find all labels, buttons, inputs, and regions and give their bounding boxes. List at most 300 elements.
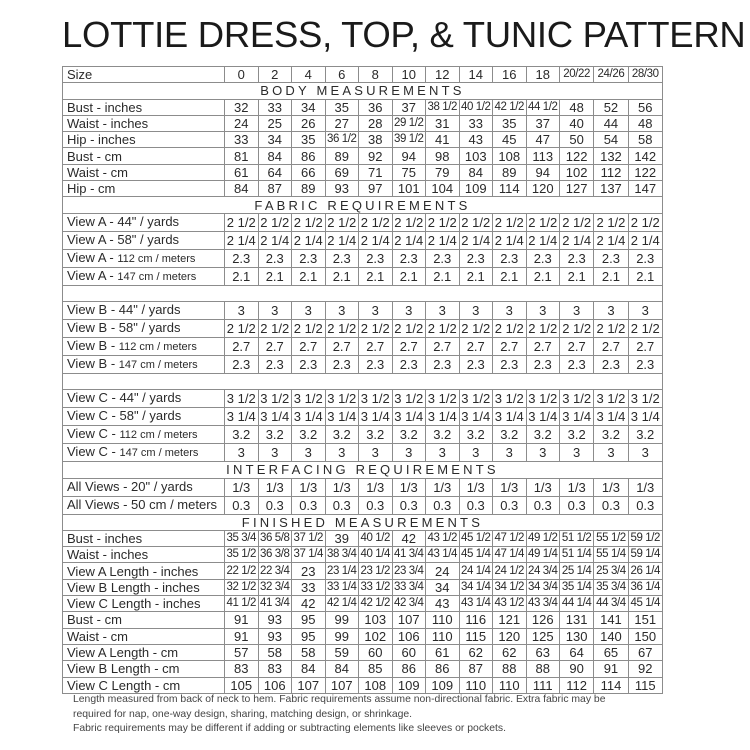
table-cell: 2 1/2: [594, 319, 628, 337]
table-cell: 31: [426, 115, 460, 131]
table-cell: 0.3: [426, 496, 460, 514]
table-cell: 0.3: [292, 496, 326, 514]
table-cell: 2.3: [392, 355, 426, 373]
table-cell: 32: [225, 99, 259, 115]
table-cell: 2.3: [325, 355, 359, 373]
table-cell: 3 1/4: [258, 408, 292, 426]
table-cell: 0.3: [325, 496, 359, 514]
table-cell: 3: [292, 444, 326, 462]
table-cell: 114: [594, 677, 628, 693]
table-cell: 2.7: [258, 337, 292, 355]
table-cell: 36: [359, 99, 393, 115]
row-label: [63, 426, 225, 444]
table-cell: 41 1/2: [225, 596, 259, 612]
table-cell: 2 1/2: [493, 319, 527, 337]
table-cell: 3 1/2: [392, 390, 426, 408]
table-cell: 35 1/4: [560, 579, 594, 595]
table-cell: 23 1/2: [359, 563, 393, 579]
table-cell: 2 1/2: [225, 213, 259, 231]
section-title: BODY MEASUREMENTS: [63, 83, 663, 99]
table-cell: 92: [359, 148, 393, 164]
table-cell: 3 1/2: [258, 390, 292, 408]
table-cell: 3: [258, 444, 292, 462]
row-label: [63, 267, 225, 285]
table-cell: 2 1/2: [459, 319, 493, 337]
row-label: [63, 478, 225, 496]
table-cell: 24 3/4: [526, 563, 560, 579]
table-cell: 87: [258, 181, 292, 197]
table-cell: 61: [225, 164, 259, 180]
table-row: [63, 249, 663, 267]
table-cell: 1/3: [426, 478, 460, 496]
table-cell: 2.1: [359, 267, 393, 285]
table-cell: 2.3: [594, 355, 628, 373]
table-cell: 3: [594, 301, 628, 319]
table-row: [63, 115, 663, 131]
size-header-cell: 4: [292, 67, 326, 83]
table-cell: 2.3: [426, 355, 460, 373]
table-cell: 55 1/4: [594, 547, 628, 563]
row-label: View C Length - inches: [63, 596, 225, 612]
table-cell: 35: [493, 115, 527, 131]
size-header-cell: 10: [392, 67, 426, 83]
table-cell: 114: [493, 181, 527, 197]
size-header-cell: 28/30: [628, 67, 662, 83]
table-cell: 3 1/2: [560, 390, 594, 408]
table-cell: 60: [392, 644, 426, 660]
table-cell: 35: [292, 132, 326, 148]
table-cell: 66: [292, 164, 326, 180]
table-cell: 3 1/2: [459, 390, 493, 408]
table-cell: 71: [359, 164, 393, 180]
table-cell: 2.3: [493, 249, 527, 267]
table-cell: 37: [392, 99, 426, 115]
size-header-cell: 24/26: [594, 67, 628, 83]
table-cell: 49 1/2: [526, 530, 560, 546]
section-title: FINISHED MEASUREMENTS: [63, 514, 663, 530]
section-fabric-requirements: [63, 197, 663, 213]
table-cell: 122: [560, 148, 594, 164]
table-cell: 93: [258, 612, 292, 628]
table-cell: 150: [628, 628, 662, 644]
table-cell: 2 1/2: [325, 213, 359, 231]
table-cell: 3 1/4: [325, 408, 359, 426]
table-cell: 29 1/2: [392, 115, 426, 131]
table-cell: 1/3: [459, 478, 493, 496]
table-cell: 110: [459, 677, 493, 693]
table-cell: 34 3/4: [526, 579, 560, 595]
table-cell: 115: [628, 677, 662, 693]
table-cell: 58: [258, 644, 292, 660]
table-cell: 99: [325, 612, 359, 628]
table-cell: 98: [426, 148, 460, 164]
table-cell: 64: [560, 644, 594, 660]
size-header-cell: 12: [426, 67, 460, 83]
row-label: [63, 355, 225, 373]
table-cell: 25: [258, 115, 292, 131]
table-cell: 3 1/2: [426, 390, 460, 408]
table-cell: 2 1/4: [493, 231, 527, 249]
table-cell: 50: [560, 132, 594, 148]
table-cell: 115: [459, 628, 493, 644]
table-cell: 33 1/4: [325, 579, 359, 595]
table-cell: 113: [526, 148, 560, 164]
table-cell: 3: [628, 301, 662, 319]
table-cell: 2 1/4: [560, 231, 594, 249]
table-cell: 40 1/2: [359, 530, 393, 546]
table-cell: 104: [426, 181, 460, 197]
table-cell: 58: [628, 132, 662, 148]
table-cell: 69: [325, 164, 359, 180]
table-row: [63, 444, 663, 462]
table-cell: 41 3/4: [392, 547, 426, 563]
table-cell: 87: [459, 661, 493, 677]
table-row: [63, 677, 663, 693]
table-cell: 110: [493, 677, 527, 693]
table-cell: 3: [560, 444, 594, 462]
table-cell: 2.3: [359, 249, 393, 267]
footnote-line: Fabric requirements may be different if adding or subtracting elements like sleeves or pockets.: [73, 723, 506, 735]
table-cell: 132: [594, 148, 628, 164]
table-cell: 65: [594, 644, 628, 660]
row-label: Waist - inches: [63, 115, 225, 131]
table-cell: 2 1/4: [628, 231, 662, 249]
table-cell: 25 1/4: [560, 563, 594, 579]
size-header-cell: 16: [493, 67, 527, 83]
table-cell: 0.3: [258, 496, 292, 514]
table-cell: 2.3: [594, 249, 628, 267]
table-cell: 99: [325, 628, 359, 644]
table-cell: 3 1/4: [392, 408, 426, 426]
table-cell: 3: [560, 301, 594, 319]
section-interfacing-requirements: [63, 462, 663, 478]
row-label-main: View C - 58" / yards: [67, 408, 182, 424]
table-cell: 2 1/2: [459, 213, 493, 231]
table-cell: 38: [359, 132, 393, 148]
table-cell: 93: [258, 628, 292, 644]
table-cell: 2 1/2: [560, 213, 594, 231]
row-label: Hip - cm: [63, 181, 225, 197]
table-cell: 95: [292, 628, 326, 644]
table-cell: 48: [560, 99, 594, 115]
table-cell: 37 1/2: [292, 530, 326, 546]
table-cell: 0.3: [493, 496, 527, 514]
table-cell: 2 1/2: [594, 213, 628, 231]
table-cell: 3 1/4: [526, 408, 560, 426]
table-cell: 3: [225, 444, 259, 462]
table-cell: 2.7: [459, 337, 493, 355]
table-cell: 3 1/2: [325, 390, 359, 408]
table-cell: 34: [258, 132, 292, 148]
table-cell: 2 1/4: [392, 231, 426, 249]
table-cell: 23 3/4: [392, 563, 426, 579]
table-cell: 2 1/2: [292, 319, 326, 337]
table-cell: 122: [628, 164, 662, 180]
table-cell: 2 1/2: [426, 213, 460, 231]
row-label: View B Length - inches: [63, 579, 225, 595]
table-cell: 1/3: [325, 478, 359, 496]
row-label-unit: 112 cm / meters: [119, 429, 198, 442]
table-cell: 37: [526, 115, 560, 131]
table-cell: 33 1/2: [359, 579, 393, 595]
table-cell: 151: [628, 612, 662, 628]
table-cell: 105: [225, 677, 259, 693]
table-cell: 3: [493, 444, 527, 462]
table-cell: 3: [526, 444, 560, 462]
table-cell: 47: [526, 132, 560, 148]
table-cell: 1/3: [526, 478, 560, 496]
table-cell: 3.2: [426, 426, 460, 444]
table-cell: 92: [628, 661, 662, 677]
row-label: [63, 444, 225, 462]
row-label-unit: 147 cm / meters: [119, 447, 199, 460]
table-cell: 108: [359, 677, 393, 693]
table-cell: 3.2: [292, 426, 326, 444]
table-cell: 3.2: [493, 426, 527, 444]
table-cell: 106: [258, 677, 292, 693]
table-cell: 37 1/4: [292, 547, 326, 563]
size-header-row: [63, 67, 663, 83]
table-cell: 41 3/4: [258, 596, 292, 612]
table-cell: 27: [325, 115, 359, 131]
table-cell: 48: [628, 115, 662, 131]
table-cell: 2.3: [459, 249, 493, 267]
table-cell: 109: [392, 677, 426, 693]
table-cell: 2.7: [493, 337, 527, 355]
table-cell: 2.7: [392, 337, 426, 355]
table-cell: 3.2: [628, 426, 662, 444]
table-cell: 23 1/4: [325, 563, 359, 579]
table-cell: 2.3: [526, 355, 560, 373]
row-label-unit: 147 cm / meters: [117, 270, 197, 283]
table-cell: 89: [292, 181, 326, 197]
table-cell: 112: [594, 164, 628, 180]
table-cell: 2.7: [426, 337, 460, 355]
table-cell: 2.7: [560, 337, 594, 355]
table-cell: 2.3: [560, 355, 594, 373]
table-cell: 2.1: [594, 267, 628, 285]
footnote-line: required for nap, one-way design, sharing, matching design, or shrinkage.: [73, 708, 413, 720]
table-cell: 90: [560, 661, 594, 677]
table-cell: 24 1/4: [459, 563, 493, 579]
table-cell: 3: [392, 444, 426, 462]
table-cell: 2 1/2: [560, 319, 594, 337]
table-cell: 2 1/4: [292, 231, 326, 249]
table-cell: 3: [225, 301, 259, 319]
table-cell: 3 1/4: [493, 408, 527, 426]
table-cell: 111: [526, 677, 560, 693]
table-cell: 3: [359, 444, 393, 462]
table-cell: 43 1/4: [459, 596, 493, 612]
table-row: [63, 337, 663, 355]
table-cell: 107: [292, 677, 326, 693]
table-cell: 2.1: [258, 267, 292, 285]
table-cell: 33 3/4: [392, 579, 426, 595]
table-cell: 103: [359, 612, 393, 628]
table-cell: 2.3: [359, 355, 393, 373]
table-cell: 1/3: [628, 478, 662, 496]
row-label: View A Length - inches: [63, 563, 225, 579]
table-cell: 26 1/4: [628, 563, 662, 579]
table-cell: 2.7: [359, 337, 393, 355]
size-header-cell: 8: [359, 67, 393, 83]
table-cell: 41: [426, 132, 460, 148]
table-cell: 83: [258, 661, 292, 677]
table-cell: 2 1/2: [392, 319, 426, 337]
table-cell: 25 3/4: [594, 563, 628, 579]
table-cell: 2 1/2: [628, 319, 662, 337]
table-cell: 0.3: [359, 496, 393, 514]
table-cell: 1/3: [493, 478, 527, 496]
row-label: [63, 408, 225, 426]
size-header-cell: 14: [459, 67, 493, 83]
table-cell: 94: [392, 148, 426, 164]
row-label: [63, 301, 225, 319]
table-row: [63, 426, 663, 444]
table-cell: 107: [392, 612, 426, 628]
table-row: [63, 563, 663, 579]
table-cell: 61: [426, 644, 460, 660]
row-label-main: View B -: [67, 337, 119, 353]
footnote-line: Length measured from back of neck to hem. Fabric requirements assume non-directional fabric. Extra fabric may be: [73, 694, 606, 705]
row-label: Waist - cm: [63, 628, 225, 644]
table-cell: 2.3: [292, 355, 326, 373]
spacer-cell: [63, 373, 663, 389]
table-cell: 0.3: [560, 496, 594, 514]
table-cell: 89: [493, 164, 527, 180]
table-cell: 54: [594, 132, 628, 148]
row-label: [63, 390, 225, 408]
table-cell: 2 1/2: [359, 319, 393, 337]
table-cell: 43 1/2: [493, 596, 527, 612]
table-cell: 3: [628, 444, 662, 462]
table-cell: 44 1/2: [526, 99, 560, 115]
table-cell: 2.7: [325, 337, 359, 355]
table-cell: 121: [493, 612, 527, 628]
row-label: Bust - inches: [63, 99, 225, 115]
table-cell: 2 1/4: [459, 231, 493, 249]
table-cell: 64: [258, 164, 292, 180]
table-cell: 3.2: [392, 426, 426, 444]
table-cell: 2 1/4: [258, 231, 292, 249]
table-cell: 88: [493, 661, 527, 677]
table-cell: 44 3/4: [594, 596, 628, 612]
table-cell: 51 1/4: [560, 547, 594, 563]
table-cell: 57: [225, 644, 259, 660]
table-cell: 101: [392, 181, 426, 197]
table-cell: 2.1: [325, 267, 359, 285]
row-label: [63, 231, 225, 249]
table-cell: 140: [594, 628, 628, 644]
table-cell: 39: [325, 530, 359, 546]
table-cell: 33: [225, 132, 259, 148]
size-header-cell: 18: [526, 67, 560, 83]
row-label-unit: 112 cm / meters: [118, 340, 197, 353]
table-cell: 3 1/2: [594, 390, 628, 408]
table-cell: 2.3: [628, 249, 662, 267]
table-cell: 85: [359, 661, 393, 677]
table-cell: 86: [292, 148, 326, 164]
table-cell: 88: [526, 661, 560, 677]
row-label: [63, 213, 225, 231]
table-cell: 24 1/2: [493, 563, 527, 579]
table-cell: 36 1/4: [628, 579, 662, 595]
table-cell: 2.7: [628, 337, 662, 355]
row-label-unit: 147 cm / meters: [118, 358, 198, 371]
table-cell: 84: [325, 661, 359, 677]
section-title: INTERFACING REQUIREMENTS: [63, 462, 663, 478]
table-cell: 58: [292, 644, 326, 660]
table-cell: 110: [426, 612, 460, 628]
table-cell: 34: [292, 99, 326, 115]
table-cell: 62: [493, 644, 527, 660]
table-cell: 2 1/2: [225, 319, 259, 337]
table-row: [63, 478, 663, 496]
table-cell: 2.1: [292, 267, 326, 285]
table-cell: 39 1/2: [392, 132, 426, 148]
table-cell: 22 1/2: [225, 563, 259, 579]
table-cell: 84: [258, 148, 292, 164]
table-cell: 2.3: [426, 249, 460, 267]
table-cell: 43 1/2: [426, 530, 460, 546]
table-cell: 3: [392, 301, 426, 319]
table-cell: 32 1/2: [225, 579, 259, 595]
row-label: Bust - inches: [63, 530, 225, 546]
table-cell: 59 1/4: [628, 547, 662, 563]
table-row: [63, 661, 663, 677]
table-cell: 94: [526, 164, 560, 180]
table-cell: 3: [493, 301, 527, 319]
table-cell: 2 1/4: [594, 231, 628, 249]
table-cell: 91: [594, 661, 628, 677]
table-cell: 3: [292, 301, 326, 319]
row-label: Waist - inches: [63, 547, 225, 563]
table-row: [63, 132, 663, 148]
table-cell: 127: [560, 181, 594, 197]
table-cell: 3: [594, 444, 628, 462]
table-cell: 84: [459, 164, 493, 180]
table-cell: 2.1: [392, 267, 426, 285]
row-label-main: View A -: [67, 249, 118, 265]
table-cell: 84: [292, 661, 326, 677]
table-cell: 125: [526, 628, 560, 644]
row-label: View A Length - cm: [63, 644, 225, 660]
table-cell: 1/3: [359, 478, 393, 496]
section-finished-measurements: [63, 514, 663, 530]
table-cell: 130: [560, 628, 594, 644]
table-cell: 2 1/2: [325, 319, 359, 337]
table-cell: 3 1/4: [459, 408, 493, 426]
table-cell: 81: [225, 148, 259, 164]
table-row: [63, 579, 663, 595]
row-label: Hip - inches: [63, 132, 225, 148]
table-row: [63, 301, 663, 319]
table-cell: 2.3: [493, 355, 527, 373]
table-cell: 59 1/2: [628, 530, 662, 546]
table-cell: 1/3: [594, 478, 628, 496]
table-cell: 3 1/4: [292, 408, 326, 426]
table-cell: 91: [225, 612, 259, 628]
table-cell: 45 1/4: [459, 547, 493, 563]
table-cell: 38 3/4: [325, 547, 359, 563]
table-cell: 3 1/4: [359, 408, 393, 426]
table-cell: 2 1/4: [359, 231, 393, 249]
table-cell: 49 1/4: [526, 547, 560, 563]
table-cell: 91: [225, 628, 259, 644]
table-cell: 89: [325, 148, 359, 164]
table-cell: 60: [359, 644, 393, 660]
table-cell: 47 1/2: [493, 530, 527, 546]
